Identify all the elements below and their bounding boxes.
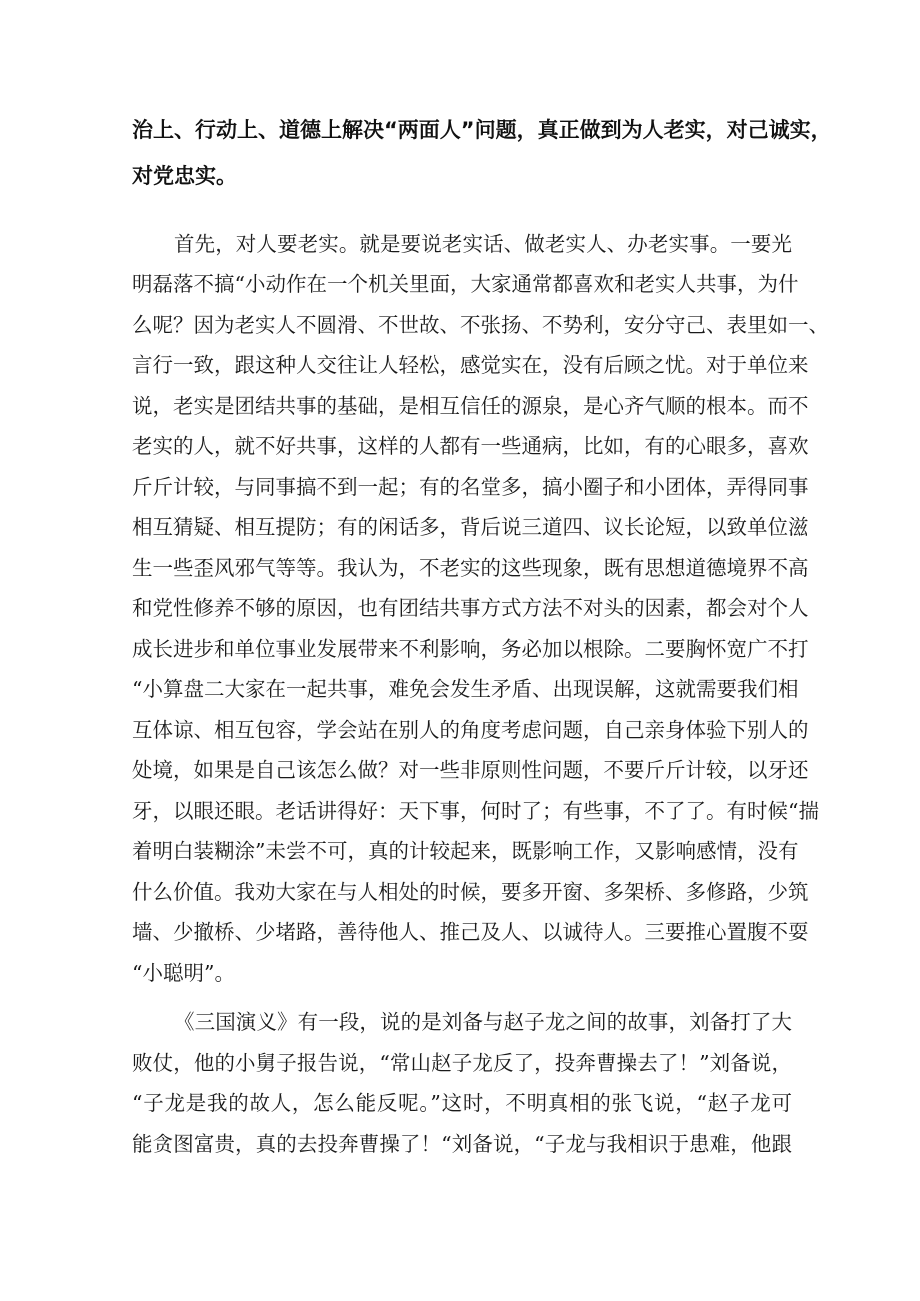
text-line: 墙、少撤桥、少堵路，善待他人、推己及人、以诚待人。三要推心置腹不耍 — [132, 920, 809, 944]
text-line: “小聪明”。 — [132, 961, 235, 985]
paragraph-start-line: 《三国演义》有一段，说的是刘备与赵子龙之间的故事，刘备打了大 — [174, 1010, 792, 1034]
text-line: 和党性修养不够的原因，也有团结共事方式方法不对头的因素，都会对个人 — [132, 596, 809, 620]
text-line: “小算盘二大家在一起共事，难免会发生矛盾、出现误解，这就需要我们相 — [132, 677, 799, 701]
text-line: 生一些歪风邪气等等。我认为，不老实的这些现象，既有思想道德境界不高 — [132, 556, 809, 580]
text-line: 斤斤计较，与同事搞不到一起；有的名堂多，搞小圈子和小团体，弄得同事 — [132, 475, 809, 499]
text-line: 治上、行动上、道德上解决“两面人”问题，真正做到为人老实，对己诚实， — [132, 118, 832, 142]
text-line: 对党忠实。 — [132, 164, 237, 188]
text-line: 牙，以眼还眼。老话讲得好：天下事，何时了；有些事，不了了。有时候“揣 — [132, 799, 819, 823]
text-line: 么呢？因为老实人不圆滑、不世故、不张扬、不势利，安分守己、表里如一、 — [132, 313, 829, 337]
text-line: 处境，如果是自己该怎么做？对一些非原则性问题，不要斤斤计较，以牙还 — [132, 758, 809, 782]
text-line: 什么价值。我劝大家在与人相处的时候，要多开窗、多架桥、多修路，少筑 — [132, 880, 809, 904]
text-line: 互体谅、相互包容，学会站在别人的角度考虑问题，自己亲身体验下别人的 — [132, 718, 809, 742]
text-line: 相互猜疑、相互提防；有的闲话多，背后说三道四、议长论短，以致单位滋 — [132, 515, 809, 539]
text-line: 说，老实是团结共事的基础，是相互信任的源泉，是心齐气顺的根本。而不 — [132, 394, 809, 418]
text-line: “子龙是我的故人，怎么能反呢。”这时，不明真相的张飞说，“赵子龙可 — [132, 1091, 792, 1115]
text-line: 着明白装糊涂”未尝不可，真的计较起来，既影响工作，又影响感情，没有 — [132, 839, 799, 863]
paragraph-start-line: 首先，对人要老实。就是要说老实话、做老实人、办老实事。一要光 — [174, 232, 792, 256]
text-line: 明磊落不搞“小动作在一个机关里面，大家通常都喜欢和老实人共事，为什 — [132, 272, 799, 296]
text-line: 老实的人，就不好共事，这样的人都有一些通病，比如，有的心眼多，喜欢 — [132, 434, 809, 458]
text-line: 言行一致，跟这种人交往让人轻松，感觉实在，没有后顾之忧。对于单位来 — [132, 353, 809, 377]
text-line: 成长进步和单位事业发展带来不利影响，务必加以根除。二要胸怀宽广不打 — [132, 637, 809, 661]
text-line: 败仗，他的小舅子报告说，“常山赵子龙反了，投奔曹操去了！”刘备说， — [132, 1051, 792, 1075]
text-line: 能贪图富贵，真的去投奔曹操了！“刘备说，“子龙与我相识于患难，他跟 — [132, 1132, 792, 1156]
